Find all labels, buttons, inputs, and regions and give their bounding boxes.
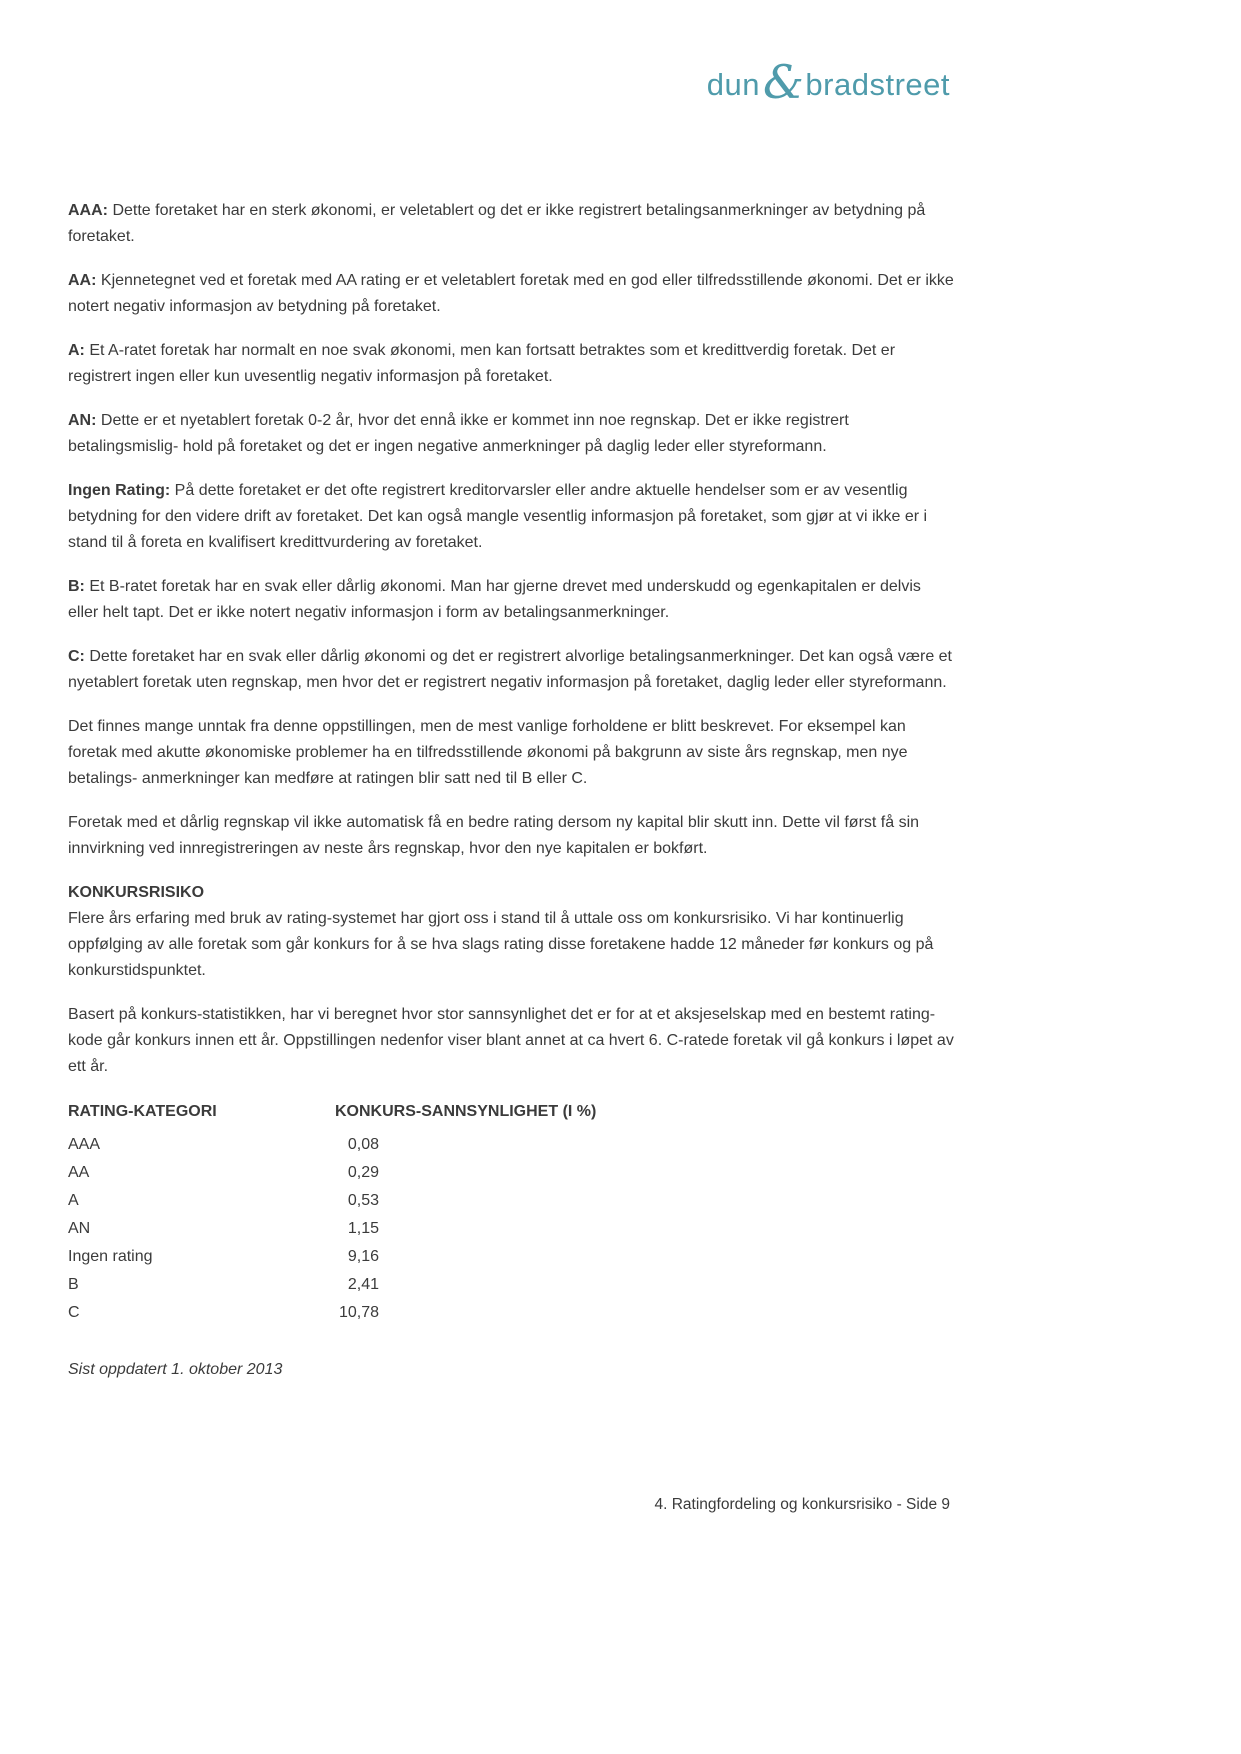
rating-text-ingen-rating: På dette foretaket er det ofte registrert kreditorvarsler eller andre aktuelle hendelser som er av vesentlig betydning for den videre drift av foretaket. Det kan også mangle vesentlig informasjon på foretaket, som gjør at vi ikke er i stand til å foreta en kvalifisert kredittvurdering av foretaket. [68, 482, 928, 551]
rating-paragraph-aa [68, 268, 954, 320]
rating-label-c: C: [68, 648, 85, 665]
table-cell-probability: 0,29 [347, 1164, 379, 1181]
page-footer: 4. Ratingfordeling og konkursrisiko - Side 9 [654, 1496, 950, 1513]
section-heading-konkursrisiko: KONKURSRISIKO [68, 884, 205, 901]
table-row-aa [68, 1159, 954, 1187]
table-cell-category: Ingen rating [68, 1248, 153, 1265]
table-cell-category: AA [68, 1164, 90, 1181]
table-cell-probability: 2,41 [347, 1276, 379, 1293]
table-cell-probability: 0,53 [347, 1192, 379, 1209]
konkursrisiko-paragraph-1: Flere års erfaring med bruk av rating-systemet har gjort oss i stand til å uttale oss om konkursrisiko. Vi har kontinuerlig oppfølging av alle foretak som går konkurs for å se hva slags rating disse foretakene hadde 12 måneder før konkurs og på konkurstidspunktet. [68, 910, 934, 979]
rating-paragraph-a [68, 338, 954, 390]
rating-paragraph-aaa [68, 198, 954, 250]
rating-label-a: A: [68, 342, 85, 359]
table-cell-probability: 9,16 [347, 1248, 379, 1265]
table-row-an [68, 1215, 954, 1243]
rating-text-aaa: Dette foretaket har en sterk økonomi, er veletablert og det er ikke registrert betalingsanmerkninger av betydning på foretaket. [68, 202, 926, 245]
table-cell-category: AAA [68, 1136, 101, 1153]
rating-text-c: Dette foretaket har en svak eller dårlig økonomi og det er registrert alvorlige betalingsanmerkninger. Det kan også være et nyetablert foretak uten regnskap, men hvor det er registrert negativ informasjon på foretaket, daglig leder eller styreformann. [68, 648, 952, 691]
last-updated-note: Sist oppdatert 1. oktober 2013 [68, 1361, 283, 1378]
rating-label-an: AN: [68, 412, 97, 429]
rating-text-an: Dette er et nyetablert foretak 0-2 år, hvor det ennå ikke er kommet inn noe regnskap. Det er ikke registrert betalingsmislig- hold på foretaket og det er ingen negative anmerkninger på daglig leder eller styreformann. [68, 412, 849, 455]
dun-bradstreet-logo [706, 55, 950, 109]
table-row-a [68, 1187, 954, 1215]
rating-text-a: Et A-ratet foretak har normalt en noe svak økonomi, men kan fortsatt betraktes som et kredittverdig foretak. Det er registrert ingen eller kun uvesentlig negativ informasjon på foretaket. [68, 342, 896, 385]
konkursrisiko-paragraph-2: Basert på konkurs-statistikken, har vi beregnet hvor stor sannsynlighet det er for at et aksjeselskap med en bestemt rating-kode går konkurs innen ett år. Oppstillingen nedenfor viser blant annet at ca hvert 6. C-ratede foretak vil gå konkurs i løpet av ett år. [68, 1006, 954, 1075]
table-row-ingen-rating [68, 1243, 954, 1271]
note-paragraph-exceptions: Det finnes mange unntak fra denne oppstillingen, men de mest vanlige forholdene er blitt beskrevet. For eksempel kan foretak med akutte økonomiske problemer ha en tilfredsstillende økonomi på bakgrunn av siste års regnskap, men nye betalings- anmerkninger kan medføre at ratingen blir satt ned til B eller C. [68, 718, 908, 787]
table-header-row [68, 1098, 954, 1126]
table-cell-probability: 0,08 [347, 1136, 379, 1153]
rating-probability-table [68, 1098, 954, 1327]
table-cell-category: AN [68, 1220, 91, 1237]
konkursrisiko-section [68, 880, 954, 984]
table-header-category: RATING-KATEGORI [68, 1103, 217, 1120]
rating-label-aaa: AAA: [68, 202, 108, 219]
rating-text-aa: Kjennetegnet ved et foretak med AA rating er et veletablert foretak med en god eller tilfredsstillende økonomi. Det er ikke notert negativ informasjon av betydning på foretaket. [68, 272, 954, 315]
rating-text-b: Et B-ratet foretak har en svak eller dårlig økonomi. Man har gjerne drevet med underskudd og egenkapitalen er delvis eller helt tapt. Det er ikke notert negativ informasjon i form av betalingsanmerkninger. [68, 578, 921, 621]
table-cell-probability: 1,15 [347, 1220, 379, 1237]
rating-label-ingen-rating: Ingen Rating: [68, 482, 171, 499]
rating-label-aa: AA: [68, 272, 97, 289]
table-row-b [68, 1271, 954, 1299]
rating-paragraph-c [68, 644, 954, 696]
table-row-c [68, 1299, 954, 1327]
rating-paragraph-an [68, 408, 954, 460]
note-paragraph-new-capital: Foretak med et dårlig regnskap vil ikke automatisk få en bedre rating dersom ny kapital blir skutt inn. Dette vil først få sin innvirkning ved innregistreringen av neste års regnskap, hvor den nye kapitalen er bokført. [68, 814, 920, 857]
table-row-aaa [68, 1131, 954, 1159]
table-cell-category: B [68, 1276, 79, 1293]
rating-paragraph-ingen-rating [68, 478, 954, 556]
table-cell-category: C [68, 1304, 80, 1321]
logo-ampersand-icon: & [762, 55, 805, 109]
logo-word-dun: dun [706, 67, 760, 102]
table-cell-probability: 10,78 [338, 1304, 379, 1321]
rating-label-b: B: [68, 578, 85, 595]
page-body [68, 198, 954, 1399]
table-cell-category: A [68, 1192, 79, 1209]
table-header-probability: KONKURS-SANNSYNLIGHET (I %) [335, 1103, 597, 1120]
rating-paragraph-b [68, 574, 954, 626]
logo-word-bradstreet: bradstreet [805, 67, 950, 102]
